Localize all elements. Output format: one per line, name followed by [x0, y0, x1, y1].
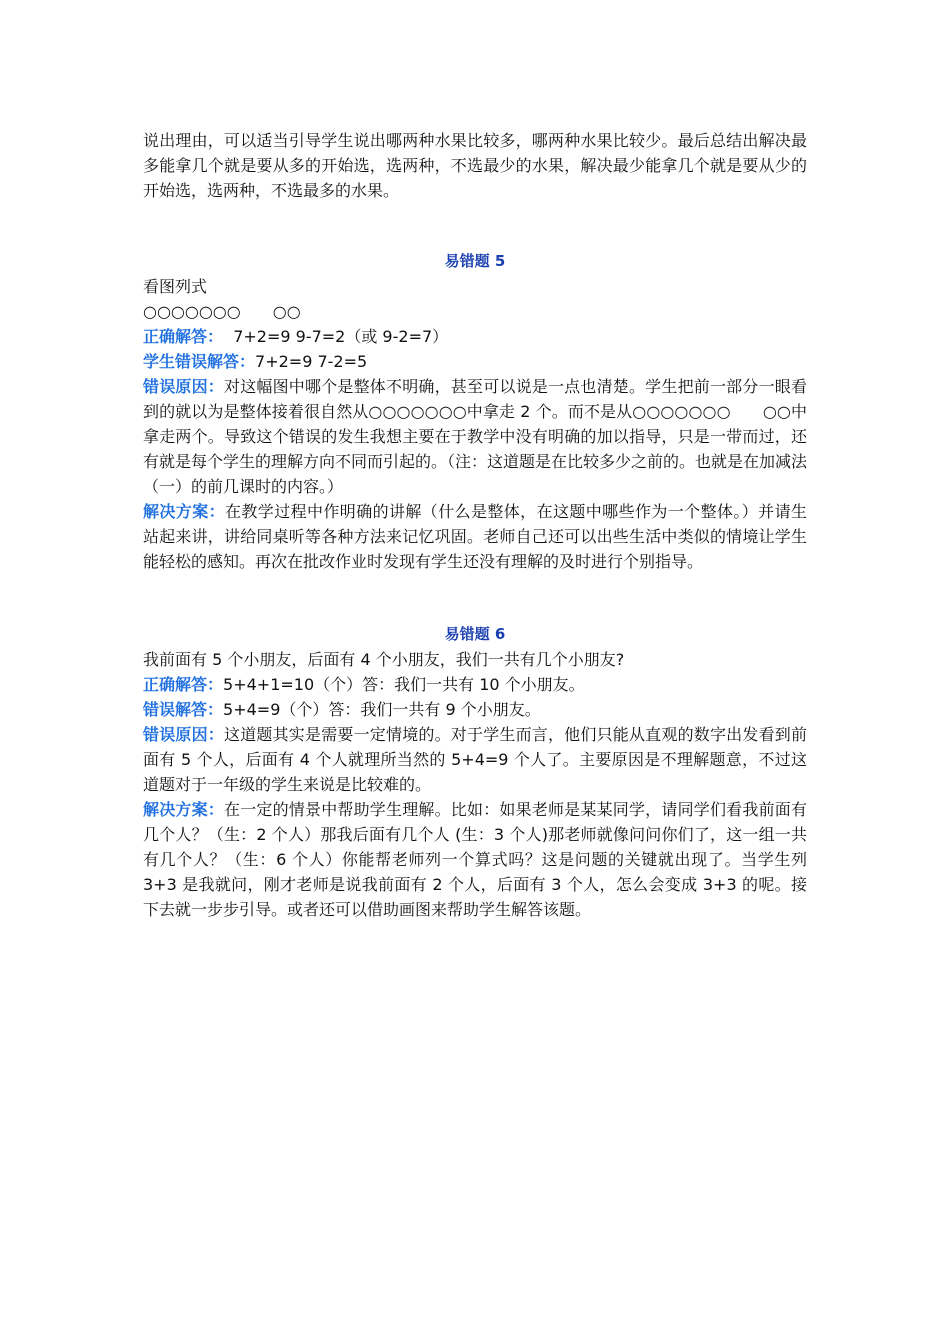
document-page — [143, 128, 807, 922]
solution-text: 在一定的情景中帮助学生理解。比如：如果老师是某某同学，请同学们看我前面有几个人？（生：2 个人）那我后面有几个人 (生：3 个人)那老师就像问问你们了，这一组一共有几个人？（生：6 个人）你能帮老师列一个算式吗？这是问题的关键就出现了。当学生列 3+3 是我就问，刚才老师是说我前面有 2 个人，后面有 3 个人，怎么会变成 3+3 的呢。接下去就一步步引导。或者还可以借助画图来帮助学生解答该题。 — [143, 800, 807, 919]
question-5-circles: ○○○○○○○ ○○ — [143, 302, 301, 321]
correct-answer-text: 5+4+1=10（个）答：我们一共有 10 个小朋友。 — [223, 675, 585, 694]
question-5-wrong-answer — [143, 349, 807, 374]
spacer — [143, 574, 807, 622]
correct-answer-label: 正确解答： — [143, 327, 224, 346]
question-6-wrong-answer — [143, 697, 807, 722]
wrong-answer-text: 5+4=9（个）答：我们一共有 9 个小朋友。 — [223, 700, 541, 719]
wrong-answer-label: 错误解答： — [143, 700, 224, 719]
question-5-prompt: 看图列式 — [143, 277, 208, 296]
question-6-title: 易错题 6 — [444, 625, 506, 643]
correct-answer-label: 正确解答： — [143, 675, 224, 694]
question-5-section — [143, 249, 807, 574]
question-6-error-reason — [143, 722, 807, 797]
question-6-solution — [143, 797, 807, 922]
question-5-title: 易错题 5 — [444, 252, 506, 270]
intro-paragraph: 说出理由，可以适当引导学生说出哪两种水果比较多，哪两种水果比较少。最后总结出解决最多能拿几个就是要从多的开始选，选两种，不选最少的水果，解决最少能拿几个就是要从少的开始选，选两种，不选最多的水果。 — [143, 131, 807, 200]
question-5-correct-answer — [143, 324, 807, 349]
question-5-solution — [143, 499, 807, 574]
solution-label: 解决方案： — [143, 502, 225, 521]
error-reason-label: 错误原因： — [143, 725, 224, 744]
question-6-section — [143, 622, 807, 922]
error-reason-text: 这道题其实是需要一定情境的。对于学生而言，他们只能从直观的数字出发看到前面有 5 个人，后面有 4 个人就理所当然的 5+4=9 个人了。主要原因是不理解题意，不过这道题对于一年级的学生来说是比较难的。 — [143, 725, 807, 794]
question-5-error-reason — [143, 374, 807, 499]
correct-answer-text: 7+2=9 9-7=2（或 9-2=7） — [223, 327, 449, 346]
error-reason-label: 错误原因： — [143, 377, 224, 396]
question-6-correct-answer — [143, 672, 807, 697]
wrong-answer-label: 学生错误解答： — [143, 352, 256, 371]
error-reason-text: 对这幅图中哪个是整体不明确，甚至可以说是一点也清楚。学生把前一部分一眼看到的就以为是整体接着很自然从○○○○○○○中拿走 2 个。而不是从○○○○○○○ ○○中拿走两个。导致这个错误的发生我想主要在于教学中没有明确的加以指导，只是一带而过，还有就是每个学生的理解方向不同而引起的。（注：这道题是在比较多少之前的。也就是在加减法（一）的前几课时的内容。） — [143, 377, 808, 496]
spacer — [143, 203, 807, 249]
solution-label: 解决方案： — [143, 800, 224, 819]
question-6-prompt: 我前面有 5 个小朋友，后面有 4 个小朋友，我们一共有几个小朋友? — [143, 650, 625, 669]
wrong-answer-text: 7+2=9 7-2=5 — [255, 352, 368, 371]
solution-text: 在教学过程中作明确的讲解（什么是整体，在这题中哪些作为一个整体。）并请生站起来讲，讲给同桌听等各种方法来记忆巩固。老师自己还可以出些生活中类似的情境让学生能轻松的感知。再次在批改作业时发现有学生还没有理解的及时进行个别指导。 — [143, 502, 807, 571]
